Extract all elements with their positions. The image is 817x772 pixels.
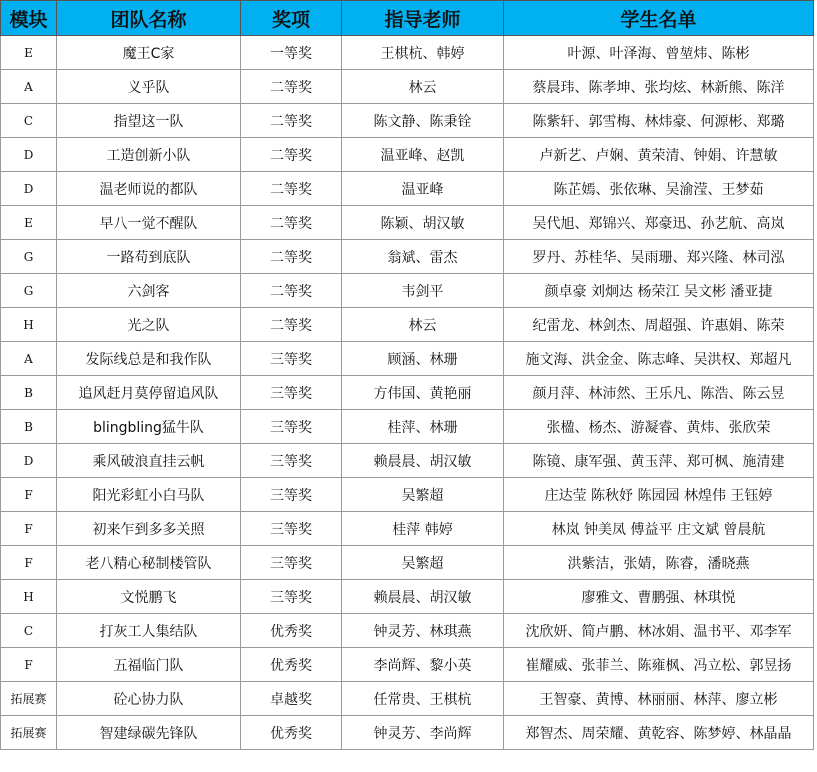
award-cell: 二等奖: [241, 70, 342, 104]
advisor-cell: 桂萍 韩婷: [342, 512, 504, 546]
students-cell: 颜卓豪 刘炯达 杨荣江 吴文彬 潘亚捷: [504, 274, 814, 308]
award-cell: 二等奖: [241, 138, 342, 172]
team-name-cell: 发际线总是和我作队: [57, 342, 241, 376]
award-cell: 三等奖: [241, 512, 342, 546]
table-row: [1, 614, 814, 648]
award-cell: 一等奖: [241, 36, 342, 70]
header-students: 学生名单: [504, 1, 814, 36]
team-name-cell: 六剑客: [57, 274, 241, 308]
table-row: [1, 138, 814, 172]
award-cell: 二等奖: [241, 172, 342, 206]
advisor-cell: 王棋杭、韩婷: [342, 36, 504, 70]
team-name-cell: 智建绿碳先锋队: [57, 716, 241, 750]
students-cell: 洪紫洁，张婧，陈睿，潘晓燕: [504, 546, 814, 580]
advisor-cell: 钟灵芳、李尚辉: [342, 716, 504, 750]
team-name-cell: 魔王C家: [57, 36, 241, 70]
advisor-cell: 方伟国、黄艳丽: [342, 376, 504, 410]
table-row: [1, 512, 814, 546]
students-cell: 林岚 钟美凤 傅益平 庄文斌 曾晨航: [504, 512, 814, 546]
table-row: [1, 206, 814, 240]
module-cell: G: [1, 274, 57, 308]
table-row: [1, 682, 814, 716]
students-cell: 张楹、杨杰、游凝睿、黄炜、张欣荣: [504, 410, 814, 444]
header-team-name: 团队名称: [57, 1, 241, 36]
advisor-cell: 陈颖、胡汉敏: [342, 206, 504, 240]
students-cell: 吴代旭、郑锦兴、郑豪迅、孙艺航、高岚: [504, 206, 814, 240]
award-cell: 优秀奖: [241, 716, 342, 750]
table-row: [1, 580, 814, 614]
advisor-cell: 林云: [342, 308, 504, 342]
students-cell: 廖雅文、曹鹏强、林琪悦: [504, 580, 814, 614]
students-cell: 叶源、叶泽海、曾堃炜、陈彬: [504, 36, 814, 70]
award-cell: 三等奖: [241, 410, 342, 444]
team-name-cell: 砼心协力队: [57, 682, 241, 716]
students-cell: 施文海、洪金金、陈志峰、吴洪权、郑超凡: [504, 342, 814, 376]
team-name-cell: 早八一觉不醒队: [57, 206, 241, 240]
award-cell: 三等奖: [241, 444, 342, 478]
award-cell: 三等奖: [241, 580, 342, 614]
advisor-cell: 赖晨晨、胡汉敏: [342, 580, 504, 614]
table-row: [1, 648, 814, 682]
students-cell: 沈欣妍、简卢鹏、林冰娟、温书平、邓李军: [504, 614, 814, 648]
award-cell: 三等奖: [241, 546, 342, 580]
award-cell: 三等奖: [241, 342, 342, 376]
students-cell: 罗丹、苏桂华、吴雨珊、郑兴隆、林司泓: [504, 240, 814, 274]
team-name-cell: 阳光彩虹小白马队: [57, 478, 241, 512]
table-row: [1, 36, 814, 70]
header-advisor: 指导老师: [342, 1, 504, 36]
team-name-cell: 温老师说的都队: [57, 172, 241, 206]
team-name-cell: 老八精心秘制楼管队: [57, 546, 241, 580]
table-row: [1, 274, 814, 308]
award-cell: 二等奖: [241, 206, 342, 240]
advisor-cell: 任常贵、王棋杭: [342, 682, 504, 716]
award-cell: 优秀奖: [241, 648, 342, 682]
table-row: [1, 716, 814, 750]
table-row: [1, 478, 814, 512]
module-cell: D: [1, 138, 57, 172]
table-row: [1, 240, 814, 274]
module-cell: B: [1, 376, 57, 410]
award-cell: 优秀奖: [241, 614, 342, 648]
team-name-cell: 光之队: [57, 308, 241, 342]
team-name-cell: 一路苟到底队: [57, 240, 241, 274]
module-cell: 拓展赛: [1, 716, 57, 750]
advisor-cell: 翁斌、雷杰: [342, 240, 504, 274]
team-name-cell: 文悦鹏飞: [57, 580, 241, 614]
module-cell: G: [1, 240, 57, 274]
module-cell: D: [1, 172, 57, 206]
students-cell: 蔡晨玮、陈孝坤、张均炫、林新熊、陈洋: [504, 70, 814, 104]
students-cell: 纪雷龙、林剑杰、周超强、许惠娟、陈荣: [504, 308, 814, 342]
module-cell: A: [1, 342, 57, 376]
award-cell: 三等奖: [241, 376, 342, 410]
header-module: 模块: [1, 1, 57, 36]
students-cell: 崔耀威、张菲兰、陈雍枫、冯立松、郭昱扬: [504, 648, 814, 682]
module-cell: C: [1, 104, 57, 138]
advisor-cell: 温亚峰: [342, 172, 504, 206]
table-row: [1, 342, 814, 376]
module-cell: A: [1, 70, 57, 104]
award-cell: 卓越奖: [241, 682, 342, 716]
award-cell: 二等奖: [241, 104, 342, 138]
students-cell: 王智豪、黄博、林丽丽、林萍、廖立彬: [504, 682, 814, 716]
students-cell: 陈紫轩、郭雪梅、林炜豪、何源彬、郑璐: [504, 104, 814, 138]
team-name-cell: 乘风破浪直挂云帆: [57, 444, 241, 478]
module-cell: F: [1, 478, 57, 512]
team-name-cell: 打灰工人集结队: [57, 614, 241, 648]
module-cell: 拓展赛: [1, 682, 57, 716]
header-award: 奖项: [241, 1, 342, 36]
advisor-cell: 顾涵、林珊: [342, 342, 504, 376]
award-cell: 二等奖: [241, 240, 342, 274]
table-row: [1, 546, 814, 580]
header-row: [1, 1, 814, 36]
advisor-cell: 钟灵芳、林琪燕: [342, 614, 504, 648]
table-row: [1, 444, 814, 478]
students-cell: 陈镜、康军强、黄玉萍、郑可枫、施清建: [504, 444, 814, 478]
students-cell: 庄达莹 陈秋妤 陈园园 林煌伟 王钰婷: [504, 478, 814, 512]
module-cell: E: [1, 36, 57, 70]
advisor-cell: 韦剑平: [342, 274, 504, 308]
module-cell: H: [1, 308, 57, 342]
advisor-cell: 吴繁超: [342, 546, 504, 580]
module-cell: D: [1, 444, 57, 478]
award-cell: 二等奖: [241, 308, 342, 342]
team-name-cell: 指望这一队: [57, 104, 241, 138]
award-cell: 三等奖: [241, 478, 342, 512]
advisor-cell: 李尚辉、黎小英: [342, 648, 504, 682]
advisor-cell: 桂萍、林珊: [342, 410, 504, 444]
table-row: [1, 172, 814, 206]
module-cell: H: [1, 580, 57, 614]
advisor-cell: 林云: [342, 70, 504, 104]
module-cell: C: [1, 614, 57, 648]
table-row: [1, 104, 814, 138]
team-name-cell: 追风赶月莫停留追风队: [57, 376, 241, 410]
table-row: [1, 376, 814, 410]
students-cell: 卢新艺、卢娴、黄荣清、钟娟、许慧敏: [504, 138, 814, 172]
students-cell: 陈芷嫣、张依琳、吴渝滢、王梦茹: [504, 172, 814, 206]
advisor-cell: 赖晨晨、胡汉敏: [342, 444, 504, 478]
advisor-cell: 陈文静、陈秉铨: [342, 104, 504, 138]
team-name-cell: 初来乍到多多关照: [57, 512, 241, 546]
team-name-cell: 五福临门队: [57, 648, 241, 682]
module-cell: E: [1, 206, 57, 240]
table-row: [1, 70, 814, 104]
advisor-cell: 温亚峰、赵凯: [342, 138, 504, 172]
students-cell: 郑智杰、周荣耀、黄乾容、陈梦婷、林晶晶: [504, 716, 814, 750]
award-cell: 二等奖: [241, 274, 342, 308]
table-row: [1, 410, 814, 444]
module-cell: F: [1, 648, 57, 682]
module-cell: B: [1, 410, 57, 444]
students-cell: 颜月萍、林沛然、王乐凡、陈浩、陈云昱: [504, 376, 814, 410]
advisor-cell: 吴繁超: [342, 478, 504, 512]
team-name-cell: 工造创新小队: [57, 138, 241, 172]
module-cell: F: [1, 546, 57, 580]
team-name-cell: 义乎队: [57, 70, 241, 104]
table-row: [1, 308, 814, 342]
module-cell: F: [1, 512, 57, 546]
team-name-cell: blingbling猛牛队: [57, 410, 241, 444]
